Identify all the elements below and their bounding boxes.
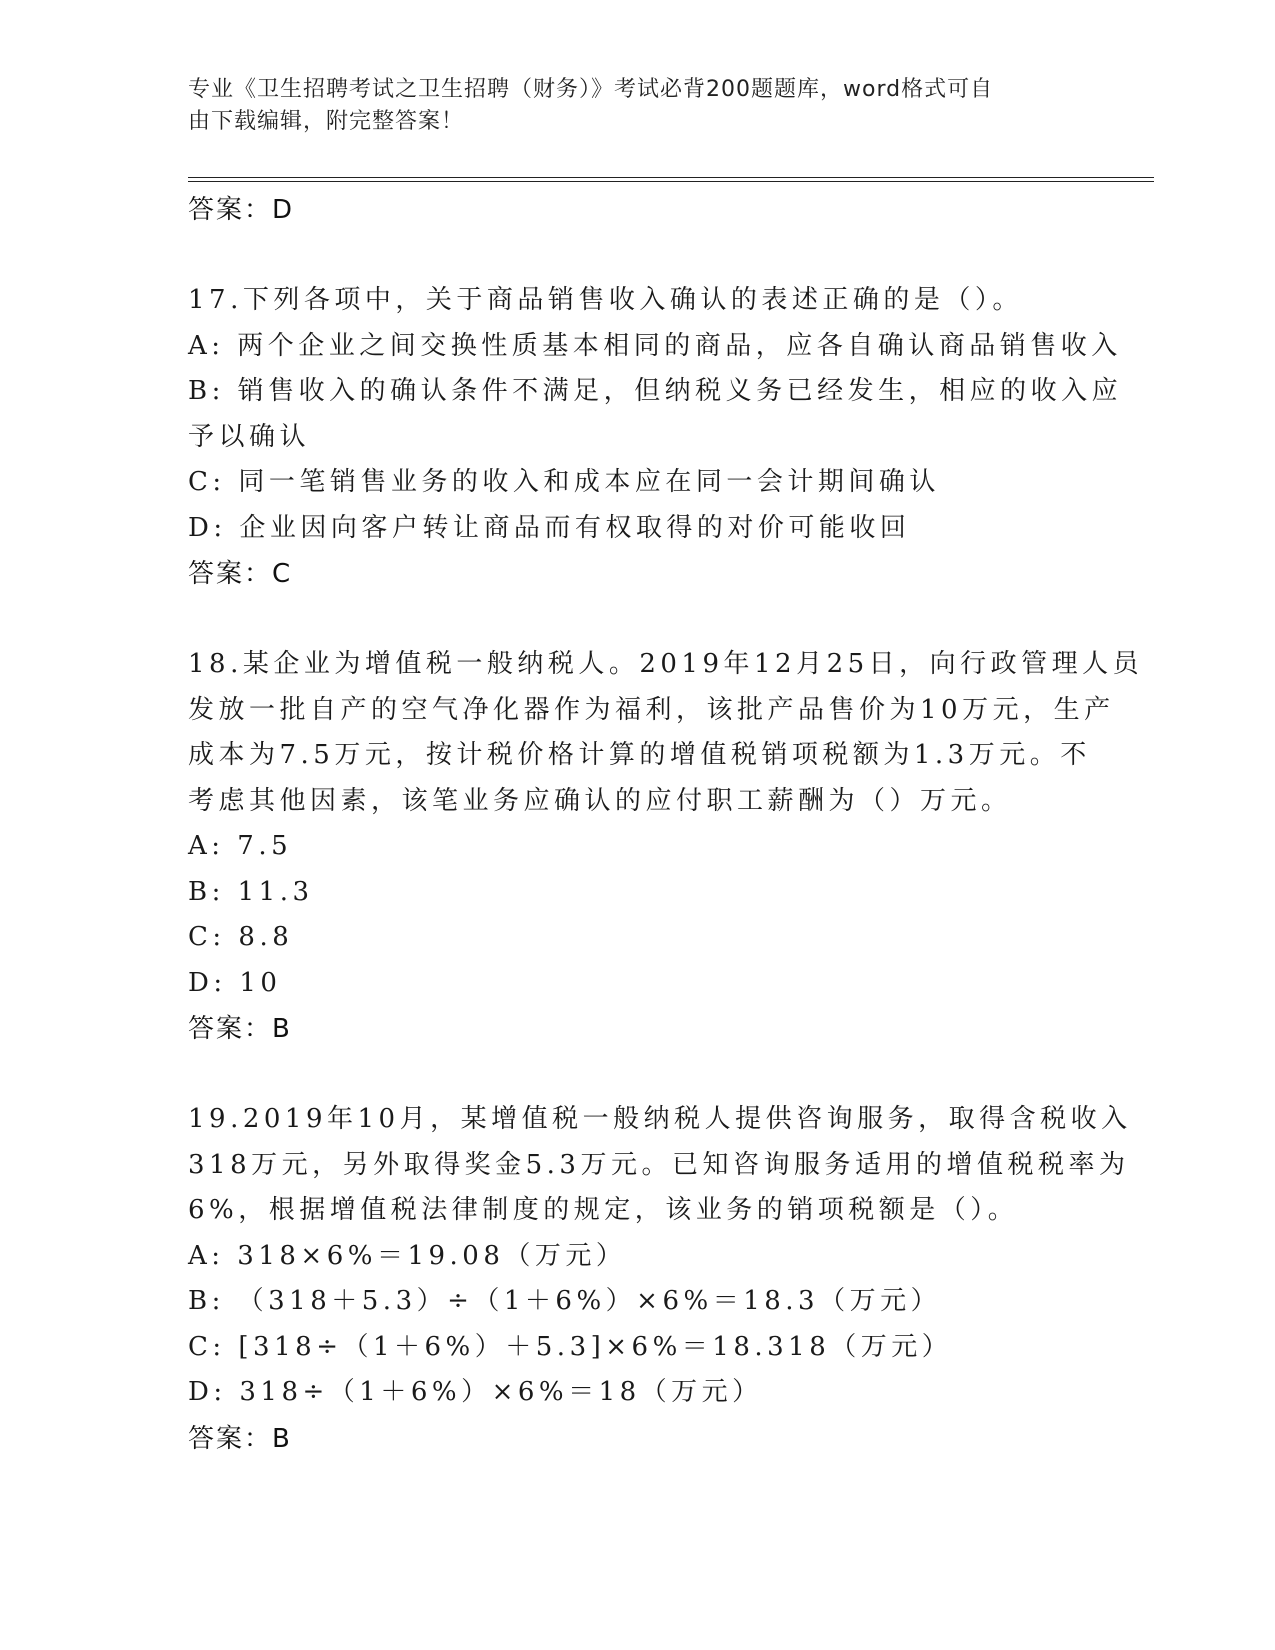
spacer <box>188 1052 1088 1097</box>
option-b: B: 11.3 <box>188 876 314 907</box>
option-a: A: 7.5 <box>188 831 293 861</box>
question-stem: 19.2019年10月，某增值税一般纳税人提供咨询服务，取得含税收入 <box>188 1104 1132 1134</box>
option-d: D: 318÷（1＋6%）×6%＝18（万元） <box>188 1377 763 1407</box>
option-c: C: 8.8 <box>188 922 294 952</box>
document-header <box>188 74 1088 138</box>
question-17 <box>188 278 1123 597</box>
question-stem: 考虑其他因素，该笔业务应确认的应付职工薪酬为（）万元。 <box>188 785 1012 816</box>
spacer <box>188 233 1088 278</box>
option-a: A: 两个企业之间交换性质基本相同的商品，应各自确认商品销售收入 <box>188 330 1122 361</box>
header-line: 由下载编辑，附完整答案！ <box>188 109 465 134</box>
question-18 <box>188 642 1144 1052</box>
option-a: A: 318×6%＝19.08（万元） <box>188 1240 627 1271</box>
header-divider-top <box>188 177 1154 178</box>
question-stem: 17.下列各项中，关于商品销售收入确认的表述正确的是（）。 <box>188 285 1023 315</box>
answer-label: 答案：B <box>188 1014 292 1044</box>
answer-label: 答案：D <box>188 195 295 225</box>
question-stem: 18.某企业为增值税一般纳税人。2019年12月25日，向行政管理人员 <box>188 649 1144 679</box>
question-stem: 318万元，另外取得奖金5.3万元。已知咨询服务适用的增值税税率为 <box>188 1149 1130 1180</box>
option-b: B: 销售收入的确认条件不满足，但纳税义务已经发生，相应的收入应 <box>188 376 1123 406</box>
option-c: C: [318÷（1＋6%）＋5.3]×6%＝18.318（万元） <box>188 1331 953 1362</box>
question-19 <box>188 1097 1132 1462</box>
question-stem: 发放一批自产的空气净化器作为福利，该批产品售价为10万元，生产 <box>188 694 1115 725</box>
spacer <box>188 597 1088 642</box>
option-c: C: 同一笔销售业务的收入和成本应在同一会计期间确认 <box>188 467 940 497</box>
header-divider-bottom <box>188 181 1154 182</box>
question-stem: 成本为7.5万元，按计税价格计算的增值税销项税额为1.3万元。不 <box>188 740 1091 770</box>
question-list <box>188 187 1144 1462</box>
header-line: 专业《卫生招聘考试之卫生招聘（财务）》考试必背200题题库，word格式可自 <box>188 77 994 102</box>
question-stem: 6%，根据增值税法律制度的规定，该业务的销项税额是（）。 <box>188 1195 1019 1225</box>
option-b-continued: 予以确认 <box>188 421 311 452</box>
answer-label: 答案：C <box>188 559 293 589</box>
option-d: D: 10 <box>188 967 282 998</box>
answer-label: 答案：B <box>188 1423 292 1454</box>
option-d: D: 企业因向客户转让商品而有权取得的对价可能收回 <box>188 512 911 543</box>
option-b: B: （318＋5.3）÷（1＋6%）×6%＝18.3（万元） <box>188 1286 942 1316</box>
